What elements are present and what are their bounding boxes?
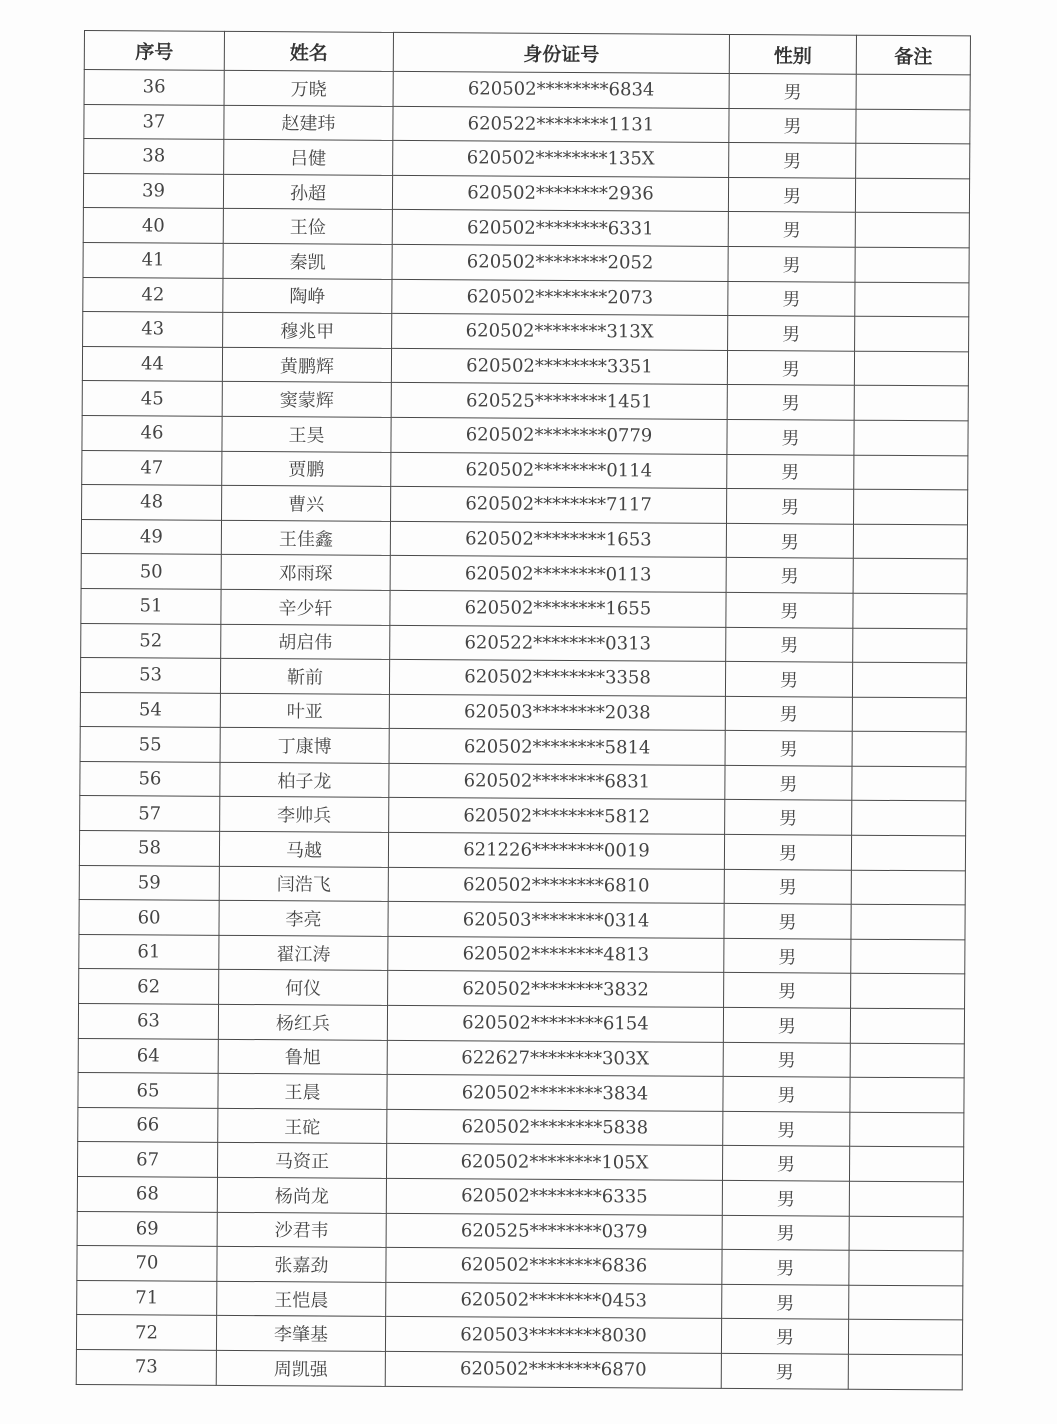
cell-seq: 66 [78,1107,218,1142]
cell-remark [852,697,966,732]
cell-remark [854,386,968,421]
cell-gender: 男 [727,385,854,420]
cell-id-number: 620502********6331 [392,210,728,247]
cell-id-number: 620502********3834 [387,1075,723,1112]
cell-seq: 71 [77,1280,217,1315]
cell-name: 胡启伟 [221,624,390,660]
cell-seq: 50 [81,554,221,589]
cell-seq: 70 [77,1246,217,1281]
cell-seq: 36 [84,70,224,105]
cell-seq: 38 [84,139,224,174]
header-name: 姓名 [224,31,393,71]
cell-name: 王俭 [223,209,392,245]
cell-remark [849,1285,963,1320]
cell-id-number: 620502********5838 [387,1109,723,1146]
cell-name: 丁康博 [220,728,389,764]
cell-name: 万晓 [224,70,393,106]
table-row [78,1107,964,1147]
cell-seq: 65 [78,1073,218,1108]
cell-id-number: 620502********0779 [391,417,727,454]
cell-gender: 男 [725,765,852,800]
cell-name: 曹兴 [222,485,391,521]
cell-seq: 37 [84,104,224,139]
cell-id-number: 620502********0113 [390,556,726,593]
cell-id-number: 620502********6810 [388,867,724,904]
cell-id-number: 620502********4813 [388,936,724,973]
cell-remark [855,247,969,282]
table-row [83,312,969,352]
cell-remark [851,870,965,905]
cell-name: 王昊 [222,416,391,452]
table-row [78,1073,964,1113]
cell-seq: 49 [81,519,221,554]
cell-gender: 男 [724,869,851,904]
cell-id-number: 620502********6154 [387,1005,723,1042]
cell-seq: 40 [83,208,223,243]
cell-id-number: 620502********3358 [389,659,725,696]
cell-remark [850,1008,964,1043]
cell-remark [851,835,965,870]
cell-id-number: 620502********0114 [391,452,727,489]
cell-seq: 42 [83,277,223,312]
cell-id-number: 620502********2073 [392,279,728,316]
cell-name: 鲁旭 [218,1039,387,1075]
cell-name: 秦凯 [223,243,392,279]
cell-remark [856,143,970,178]
header-id-number: 身份证号 [393,32,729,73]
table-row [82,346,968,386]
cell-gender: 男 [727,350,854,385]
cell-remark [849,1250,963,1285]
table-row [79,900,965,940]
table-row [83,208,969,248]
cell-name: 窦蒙辉 [222,382,391,418]
header-remark: 备注 [856,35,970,75]
cell-remark [853,489,967,524]
cell-id-number: 621226********0019 [388,832,724,869]
cell-remark [856,109,970,144]
cell-gender: 男 [728,281,855,316]
table-row [77,1280,963,1320]
cell-id-number: 620502********0453 [386,1282,722,1319]
table-row [77,1142,963,1182]
table-row [78,1004,964,1044]
cell-seq: 52 [81,623,221,658]
cell-gender: 男 [726,558,853,593]
cell-remark [855,316,969,351]
cell-name: 邓雨琛 [221,555,390,591]
cell-name: 辛少轩 [221,589,390,625]
cell-seq: 46 [82,415,222,450]
cell-gender: 男 [724,973,851,1008]
cell-remark [855,178,969,213]
cell-seq: 56 [80,761,220,796]
table-body [76,70,970,1390]
cell-name: 李亮 [219,901,388,937]
table-row [84,139,970,179]
cell-gender: 男 [723,1042,850,1077]
cell-seq: 54 [80,692,220,727]
cell-name: 黄鹏辉 [222,347,391,383]
cell-id-number: 620503********2038 [389,694,725,731]
cell-id-number: 620503********8030 [385,1317,721,1354]
cell-gender: 男 [723,1077,850,1112]
cell-seq: 44 [82,346,222,381]
cell-remark [848,1354,962,1389]
table-row [81,554,967,594]
cell-gender: 男 [728,177,855,212]
table-row [79,934,965,974]
cell-gender: 男 [721,1319,848,1354]
cell-remark [849,1181,963,1216]
cell-remark [850,1043,964,1078]
cell-remark [853,524,967,559]
cell-id-number: 620502********2052 [392,244,728,281]
cell-name: 王佳鑫 [221,520,390,556]
cell-gender: 男 [722,1284,849,1319]
cell-seq: 68 [77,1176,217,1211]
cell-gender: 男 [725,800,852,835]
cell-gender: 男 [722,1215,849,1250]
cell-id-number: 620502********105X [386,1144,722,1181]
cell-seq: 59 [79,865,219,900]
cell-id-number: 622627********303X [387,1040,723,1077]
table-row [84,70,970,110]
cell-remark [849,1147,963,1182]
cell-remark [852,766,966,801]
table-row [77,1176,963,1216]
table-row [83,242,969,282]
cell-gender: 男 [726,592,853,627]
cell-gender: 男 [723,1007,850,1042]
cell-id-number: 620502********3351 [391,348,727,385]
cell-name: 王砣 [218,1108,387,1144]
cell-seq: 41 [83,242,223,277]
cell-gender: 男 [722,1250,849,1285]
cell-seq: 51 [81,588,221,623]
cell-id-number: 620502********6836 [386,1248,722,1285]
cell-seq: 39 [83,173,223,208]
header-gender: 性别 [729,34,856,74]
cell-gender: 男 [729,108,856,143]
table-row [83,173,969,213]
cell-id-number: 620502********6831 [389,763,725,800]
cell-id-number: 620502********313X [392,314,728,351]
cell-name: 赵建玮 [224,105,393,141]
cell-seq: 48 [82,485,222,520]
cell-gender: 男 [721,1353,848,1388]
roster-table [76,30,971,1390]
cell-id-number: 620522********0313 [390,625,726,662]
cell-name: 杨尚龙 [217,1177,386,1213]
cell-id-number: 620503********0314 [388,902,724,939]
cell-id-number: 620525********1451 [391,383,727,420]
cell-gender: 男 [726,523,853,558]
cell-seq: 63 [78,1004,218,1039]
table-row [80,692,966,732]
cell-seq: 72 [76,1315,216,1350]
cell-name: 翟江涛 [219,935,388,971]
cell-remark [856,74,970,109]
table-row [80,727,966,767]
cell-seq: 47 [82,450,222,485]
cell-remark [852,801,966,836]
table-row [79,969,965,1009]
table-row [82,381,968,421]
table-row [82,415,968,455]
table-row [77,1246,963,1286]
cell-gender: 男 [725,662,852,697]
cell-gender: 男 [725,696,852,731]
cell-remark [850,1077,964,1112]
cell-remark [855,282,969,317]
cell-seq: 53 [80,658,220,693]
cell-gender: 男 [728,212,855,247]
table-row [83,277,969,317]
cell-gender: 男 [729,73,856,108]
cell-gender: 男 [724,834,851,869]
cell-gender: 男 [728,246,855,281]
cell-name: 陶峥 [223,278,392,314]
cell-seq: 67 [77,1142,217,1177]
cell-name: 柏子龙 [220,762,389,798]
cell-name: 王恺晨 [217,1281,386,1317]
table-row [82,450,968,490]
cell-remark [854,420,968,455]
header-row [84,31,970,75]
table-row [76,1315,962,1355]
cell-gender: 男 [728,316,855,351]
table-row [80,761,966,801]
cell-gender: 男 [725,731,852,766]
cell-name: 沙君韦 [217,1212,386,1248]
cell-id-number: 620502********135X [393,141,729,178]
cell-gender: 男 [722,1146,849,1181]
cell-seq: 69 [77,1211,217,1246]
cell-remark [853,628,967,663]
cell-remark [855,213,969,248]
cell-name: 穆兆甲 [223,313,392,349]
table-row [78,1038,964,1078]
cell-id-number: 620502********1653 [390,521,726,558]
cell-remark [852,662,966,697]
cell-id-number: 620502********3832 [388,971,724,1008]
cell-seq: 60 [79,900,219,935]
cell-seq: 43 [83,312,223,347]
cell-gender: 男 [726,627,853,662]
cell-id-number: 620502********5812 [389,798,725,835]
cell-id-number: 620525********0379 [386,1213,722,1250]
cell-id-number: 620502********5814 [389,729,725,766]
cell-name: 张嘉劲 [217,1247,386,1283]
cell-gender: 男 [724,938,851,973]
cell-seq: 55 [80,727,220,762]
cell-gender: 男 [726,489,853,524]
cell-gender: 男 [724,904,851,939]
cell-remark [849,1216,963,1251]
cell-id-number: 620502********1655 [390,590,726,627]
cell-name: 王晨 [218,1074,387,1110]
header-seq: 序号 [84,31,224,71]
cell-remark [850,1112,964,1147]
cell-remark [848,1320,962,1355]
cell-remark [854,351,968,386]
cell-remark [852,731,966,766]
cell-seq: 62 [79,969,219,1004]
cell-id-number: 620502********6335 [386,1178,722,1215]
table-row [76,1349,962,1389]
cell-gender: 男 [723,1111,850,1146]
table-row [84,104,970,144]
table-row [81,588,967,628]
cell-name: 贾鹏 [222,451,391,487]
cell-gender: 男 [729,143,856,178]
table-row [81,519,967,559]
table-row [79,865,965,905]
cell-seq: 73 [76,1349,216,1384]
table-row [79,831,965,871]
cell-name: 靳前 [220,658,389,694]
cell-name: 闫浩飞 [219,866,388,902]
table-row [80,658,966,698]
cell-id-number: 620502********6870 [385,1351,721,1388]
cell-name: 杨红兵 [218,1004,387,1040]
cell-seq: 61 [79,934,219,969]
cell-name: 吕健 [224,140,393,176]
cell-id-number: 620502********2936 [392,175,728,212]
cell-gender: 男 [727,454,854,489]
table-row [81,623,967,663]
cell-remark [851,904,965,939]
table-header [84,31,970,75]
table-row [77,1211,963,1251]
cell-remark [851,974,965,1009]
cell-gender: 男 [727,419,854,454]
cell-name: 何仪 [219,970,388,1006]
cell-id-number: 620522********1131 [393,106,729,143]
cell-remark [853,559,967,594]
cell-seq: 45 [82,381,222,416]
cell-gender: 男 [722,1180,849,1215]
cell-name: 李肇基 [216,1316,385,1352]
cell-remark [853,593,967,628]
cell-seq: 64 [78,1038,218,1073]
cell-remark [854,455,968,490]
cell-name: 马资正 [217,1143,386,1179]
cell-name: 李帅兵 [220,797,389,833]
cell-id-number: 620502********6834 [393,71,729,108]
cell-remark [851,939,965,974]
cell-seq: 58 [79,831,219,866]
cell-id-number: 620502********7117 [391,487,727,524]
cell-seq: 57 [80,796,220,831]
cell-name: 周凯强 [216,1350,385,1386]
cell-name: 叶亚 [220,693,389,729]
table-row [82,485,968,525]
cell-name: 马越 [219,831,388,867]
cell-name: 孙超 [223,174,392,210]
table-row [80,796,966,836]
